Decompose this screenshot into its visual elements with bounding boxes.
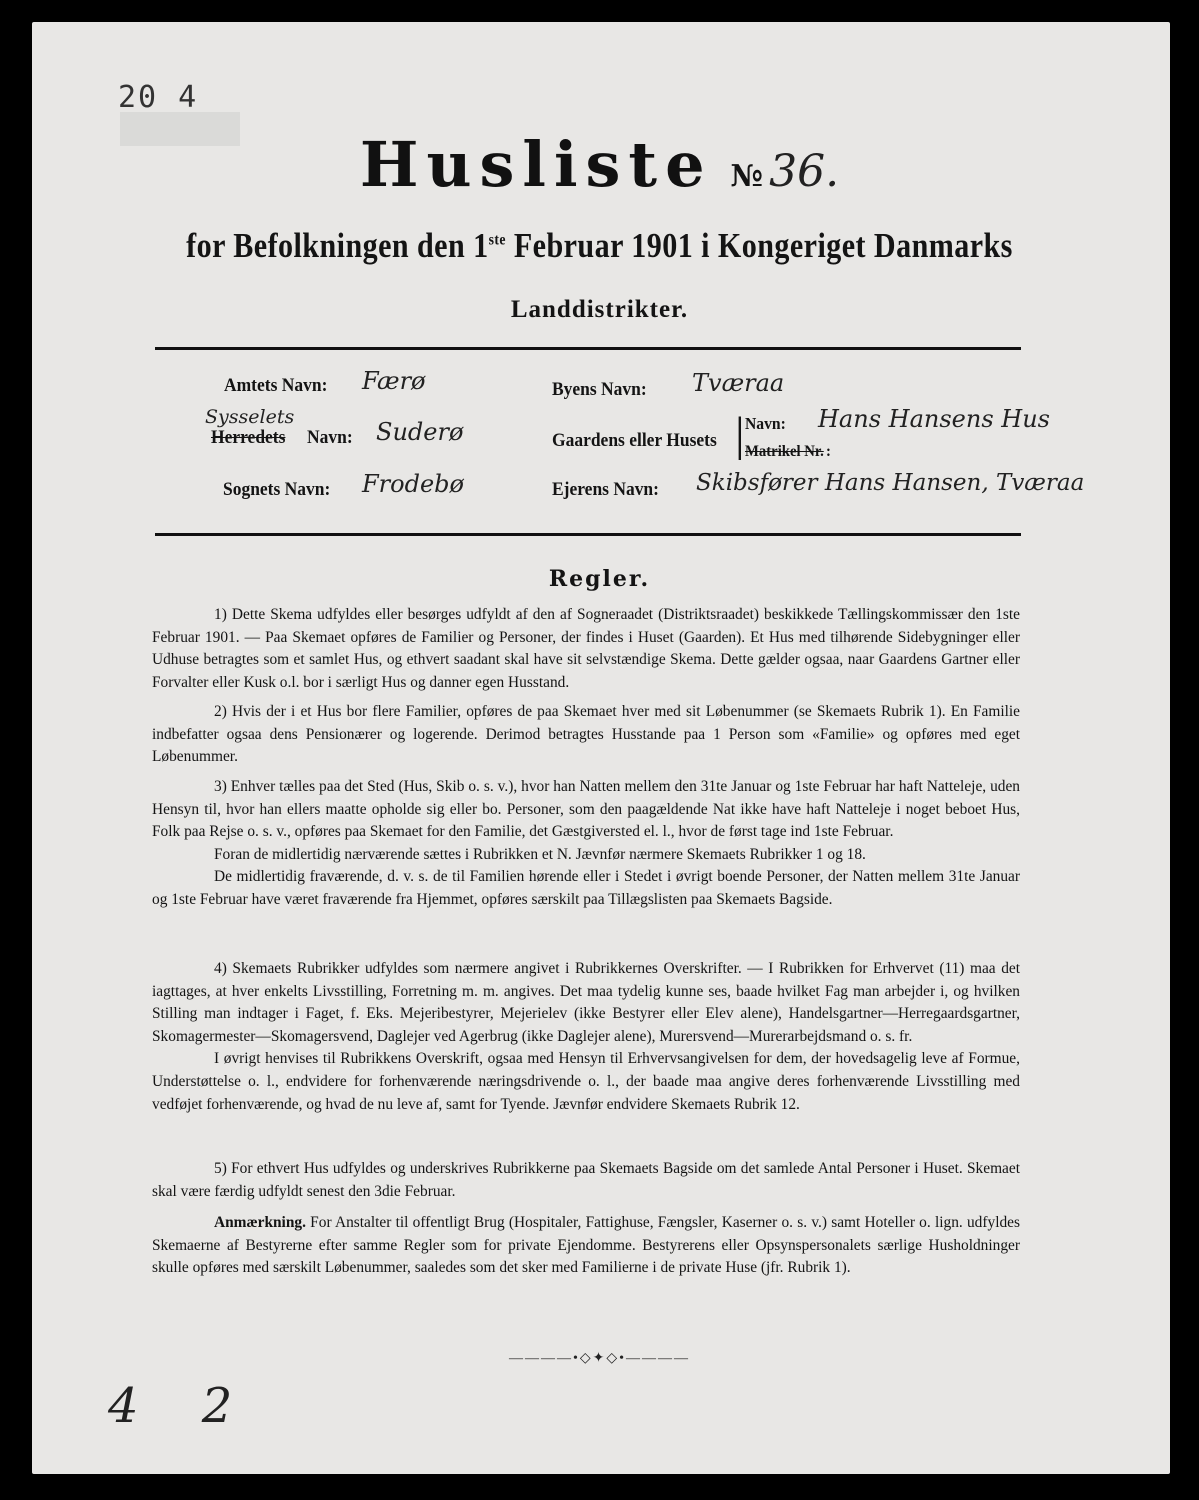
gaard-navn-label: Navn: (745, 414, 786, 433)
handwritten-page-number: 4 2 (108, 1378, 257, 1434)
rule-3-text-a: 3) Enhver tælles paa det Sted (Hus, Skib o. s. v.), hvor han Natten mellem den 31te Januar og 1ste Februar har haft Natteleje, uden Hensyn til, hvor han ellers maatte opholde sig eller bo. Personer, som den paagældende Nat ikke have haft Natteleje i noget beboet Hus, Folk paa Rejse o. s. v., opføres paa Skemaet for den Familie, det Gæstgiversted el. l., hvor de først tage ind 1ste Februar. (152, 778, 1020, 841)
amt-value: Færø (362, 367, 426, 395)
rule-1 (152, 604, 1020, 694)
note (152, 1212, 1020, 1280)
by-label: Byens Navn: (552, 379, 647, 400)
ejer-value: Skibsfører Hans Hansen, Tværaa (696, 470, 1085, 496)
gaard-label: Gaardens eller Husets (552, 430, 717, 451)
note-label: Anmærkning. (214, 1214, 306, 1231)
rule-4 (152, 958, 1020, 1116)
title-row (0, 128, 1199, 201)
archive-stamp: 20 4 (118, 80, 199, 115)
syssel-handwritten: Sysselets (205, 406, 295, 428)
subtitle-districts: Landdistrikter. (510, 296, 689, 323)
rule-4-text-a: 4) Skemaets Rubrikker udfyldes som nærmere angivet i Rubrikkernes Overskrifter. — I Rubrikken for Erhvervet (11) maa det iagttages, at hver enkelts Livsstilling, Forretning m. m. angives. Det maa tydelig kunne ses, baade hvilket Fag man arbejder i, og hvilken Stilling man indtager i Faget, f. Eks. Mejeribestyrer, Mejerielev (ikke Bestyrer eller Elev alene), Handelsgartner—Herregaardsgartner, Skomagermester—Skomagersvend, Daglejer ved Agerbrug (ikke Daglejer alene), Murersvend—Murerarbejdsmand o. s. fr. (152, 960, 1020, 1045)
bottom-rule (155, 533, 1021, 536)
rule-4-text-b: I øvrigt henvises til Rubrikkens Overskrift, ogsaa med Hensyn til Erhvervsangivelsen for dem, der hovedsagelig leve af Formue, Understøttelse o. l., endvidere for forhenværende næringsdrivende o. l., der baade maa angive deres forhenværende Livsstilling med vedføjet forhenværende, og hvad de nu leve af, samt for Tyende. Jævnfør endvidere Skemaets Rubrik 12. (152, 1050, 1020, 1113)
rule-2 (152, 701, 1020, 769)
page-title: Husliste (359, 128, 713, 201)
herred-struck-label: Herredets (211, 427, 286, 448)
note-text: For Anstalter til offentligt Brug (Hospitaler, Fattighuse, Fængsler, Kaserner o. s. v.) samt Hoteller o. lign. udfyldes Skemaerne af Bestyrerne efter samme Regler som for private Ejendomme. Bestyrerens eller Opsynspersonalets særlige Husholdninger skulle opføres med særskilt Løbenummer, saaledes som det sker med Familierne i de private Huse (jfr. Rubrik 1). (152, 1214, 1020, 1277)
amt-label: Amtets Navn: (224, 375, 328, 396)
ornament-divider: ————•◇✦◇•———— (508, 1351, 691, 1366)
rule-3 (152, 776, 1020, 912)
subtitle-part-a: for Befolkningen den 1 (186, 226, 489, 265)
sogn-value: Frodebø (362, 470, 464, 498)
matrikel-label: Matrikel Nr. (745, 443, 824, 460)
rule-3-text-b: Foran de midlertidig nærværende sættes i Rubrikken et N. Jævnfør nærmere Skemaets Rubrikker 1 og 18. (214, 845, 866, 863)
rule-5-text: 5) For ethvert Hus udfyldes og underskrives Rubrikkerne paa Skemaets Bagside om det samlede Antal Personer i Huset. Skemaet skal være færdig udfyldt senest den 3die Februar. (152, 1160, 1020, 1200)
gaard-bracket: | (735, 408, 745, 461)
sogn-label: Sognets Navn: (223, 479, 331, 500)
rules-heading: Regler. (548, 566, 651, 592)
rule-5 (152, 1158, 1020, 1203)
by-value: Tværaa (692, 369, 785, 397)
rule-1-text: 1) Dette Skema udfyldes eller besørges udfyldt af den af Sogneraadet (Distriktsraadet) beskikkede Tællingskommissær den 1ste Februar 1901. — Paa Skemaet opføres de Familier og Personer, der findes i Huset (Gaarden). Et Hus med tilhørende Sidebygninger eller Udhuse betragtes som et samlet Hus, og ethvert saadant skal have sit selvstændige Skema. Dette gælder ogsaa, naar Gaardens Gartner eller Forvalter eller Kusk o.l. bor i særligt Hus og danner egen Husstand. (152, 606, 1020, 691)
subtitle-part-b: Februar 1901 i Kongeriget Danmarks (505, 226, 1013, 265)
herred-value: Suderø (376, 418, 464, 446)
gaard-navn-value: Hans Hansens Hus (818, 405, 1050, 433)
rule-3-text-c: De midlertidig fraværende, d. v. s. de til Familien hørende eller i Stedet i øvrigt boende Personer, der Natten mellem 31te Januar og 1ste Februar have været fraværende fra Hjemmet, opføres særskilt paa Tillægslisten paa Skemaets Bagside. (152, 868, 1020, 908)
ejer-label: Ejerens Navn: (552, 479, 659, 500)
top-rule (155, 347, 1021, 350)
subtitle-superscript: ste (488, 231, 506, 249)
list-number: 36. (769, 146, 840, 197)
herred-label: Navn: (307, 427, 353, 448)
matrikel-colon: : (826, 443, 831, 460)
number-label: № (730, 159, 764, 194)
rule-2-text: 2) Hvis der i et Hus bor flere Familier, opføres de paa Skemaet hver med sit Løbenummer (se Skemaets Rubrik 1). En Familie indbefatter ogsaa dens Pensionærer og logerende. Derimod betragtes Husstande paa 1 Person som «Familie» og opføres med eget Løbenummer. (152, 703, 1020, 766)
subtitle (84, 226, 1115, 266)
